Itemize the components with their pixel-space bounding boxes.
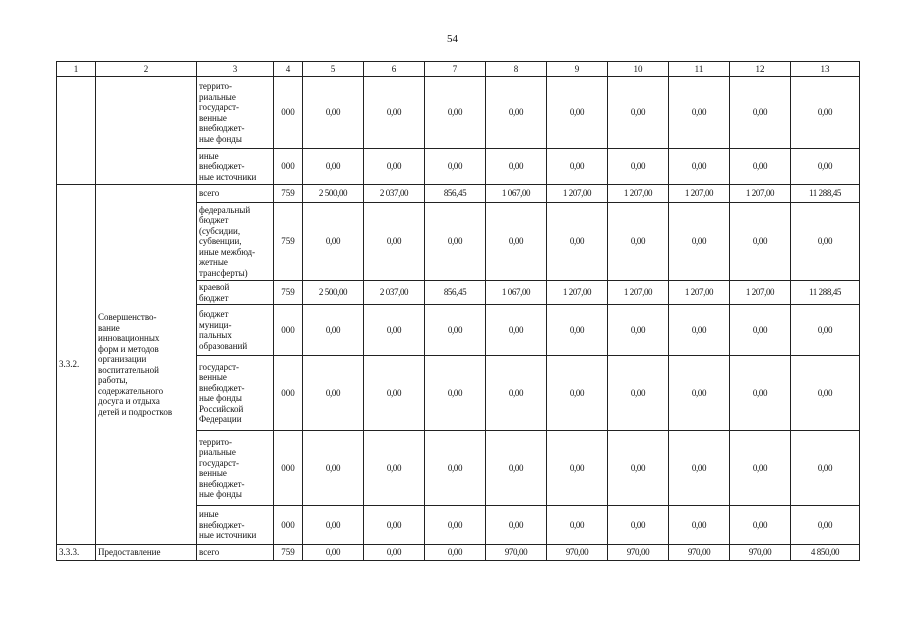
- amount-cell: 1 207,00: [730, 185, 791, 203]
- amount-cell: 0,00: [425, 431, 486, 506]
- column-header: 4: [274, 62, 303, 77]
- amount-cell: 4 850,00: [791, 545, 860, 561]
- budget-code: 000: [274, 356, 303, 431]
- amount-cell: 0,00: [547, 356, 608, 431]
- amount-cell: 0,00: [730, 77, 791, 149]
- amount-cell: 0,00: [303, 545, 364, 561]
- amount-cell: 0,00: [730, 506, 791, 545]
- amount-cell: 0,00: [791, 203, 860, 281]
- column-header: 6: [364, 62, 425, 77]
- item-number: 3.3.3.: [57, 545, 96, 561]
- amount-cell: 0,00: [425, 77, 486, 149]
- amount-cell: 0,00: [425, 203, 486, 281]
- amount-cell: 0,00: [364, 305, 425, 356]
- amount-cell: 2 500,00: [303, 185, 364, 203]
- funding-source: иные внебюджет- ные источники: [197, 506, 274, 545]
- column-header: 8: [486, 62, 547, 77]
- amount-cell: 0,00: [425, 356, 486, 431]
- amount-cell: 0,00: [486, 356, 547, 431]
- amount-cell: 0,00: [608, 203, 669, 281]
- amount-cell: 856,45: [425, 281, 486, 305]
- amount-cell: 0,00: [791, 356, 860, 431]
- column-header: 9: [547, 62, 608, 77]
- amount-cell: 0,00: [364, 149, 425, 185]
- amount-cell: 0,00: [303, 431, 364, 506]
- funding-source: всего: [197, 545, 274, 561]
- amount-cell: 0,00: [486, 149, 547, 185]
- amount-cell: 11 288,45: [791, 281, 860, 305]
- amount-cell: 0,00: [791, 305, 860, 356]
- column-header: 1: [57, 62, 96, 77]
- continued-name-cell: [96, 77, 197, 185]
- amount-cell: 0,00: [730, 149, 791, 185]
- budget-code: 759: [274, 545, 303, 561]
- amount-cell: 0,00: [364, 506, 425, 545]
- column-header: 10: [608, 62, 669, 77]
- amount-cell: 0,00: [364, 77, 425, 149]
- amount-cell: 970,00: [547, 545, 608, 561]
- amount-cell: 0,00: [303, 149, 364, 185]
- amount-cell: 0,00: [669, 305, 730, 356]
- budget-code: 000: [274, 431, 303, 506]
- amount-cell: 2 037,00: [364, 281, 425, 305]
- amount-cell: 1 207,00: [547, 185, 608, 203]
- continued-id-cell: [57, 77, 96, 185]
- amount-cell: 0,00: [791, 77, 860, 149]
- amount-cell: 0,00: [791, 506, 860, 545]
- amount-cell: 0,00: [547, 149, 608, 185]
- amount-cell: 0,00: [303, 356, 364, 431]
- item-number: 3.3.2.: [57, 185, 96, 545]
- table-row: [57, 545, 860, 561]
- amount-cell: 1 207,00: [547, 281, 608, 305]
- amount-cell: 1 207,00: [608, 281, 669, 305]
- amount-cell: 0,00: [425, 506, 486, 545]
- amount-cell: 0,00: [730, 356, 791, 431]
- column-header: 2: [96, 62, 197, 77]
- budget-code: 000: [274, 506, 303, 545]
- funding-source: государст- венные внебюджет- ные фонды Российской Федерации: [197, 356, 274, 431]
- amount-cell: 1 207,00: [608, 185, 669, 203]
- amount-cell: 0,00: [486, 77, 547, 149]
- amount-cell: 2 500,00: [303, 281, 364, 305]
- budget-table: [56, 61, 860, 561]
- amount-cell: 0,00: [791, 431, 860, 506]
- amount-cell: 0,00: [364, 203, 425, 281]
- budget-code: 000: [274, 305, 303, 356]
- amount-cell: 0,00: [608, 431, 669, 506]
- page-number: 54: [447, 33, 458, 45]
- amount-cell: 856,45: [425, 185, 486, 203]
- amount-cell: 0,00: [608, 506, 669, 545]
- amount-cell: 0,00: [303, 305, 364, 356]
- amount-cell: 0,00: [547, 431, 608, 506]
- column-header: 11: [669, 62, 730, 77]
- budget-code: 759: [274, 185, 303, 203]
- amount-cell: 0,00: [608, 305, 669, 356]
- budget-code: 000: [274, 77, 303, 149]
- amount-cell: 0,00: [608, 77, 669, 149]
- amount-cell: 0,00: [425, 149, 486, 185]
- amount-cell: 0,00: [486, 431, 547, 506]
- amount-cell: 0,00: [303, 203, 364, 281]
- amount-cell: 0,00: [669, 506, 730, 545]
- funding-source: бюджет муници- пальных образований: [197, 305, 274, 356]
- amount-cell: 0,00: [425, 545, 486, 561]
- amount-cell: 0,00: [730, 431, 791, 506]
- column-number-row: [57, 62, 860, 77]
- funding-source: террито- риальные государст- венные внебюджет- ные фонды: [197, 77, 274, 149]
- column-header: 5: [303, 62, 364, 77]
- amount-cell: 970,00: [730, 545, 791, 561]
- amount-cell: 0,00: [608, 149, 669, 185]
- amount-cell: 0,00: [547, 203, 608, 281]
- amount-cell: 0,00: [364, 431, 425, 506]
- amount-cell: 2 037,00: [364, 185, 425, 203]
- amount-cell: 0,00: [425, 305, 486, 356]
- amount-cell: 0,00: [303, 77, 364, 149]
- amount-cell: 0,00: [669, 149, 730, 185]
- amount-cell: 970,00: [608, 545, 669, 561]
- amount-cell: 0,00: [669, 356, 730, 431]
- amount-cell: 1 207,00: [669, 185, 730, 203]
- amount-cell: 0,00: [547, 305, 608, 356]
- amount-cell: 1 067,00: [486, 185, 547, 203]
- funding-source: краевой бюджет: [197, 281, 274, 305]
- amount-cell: 0,00: [486, 305, 547, 356]
- item-name: Совершенство- вание инновационных форм и методов организации воспитательной работы, содержательного досуга и отдыха детей и подростков: [96, 185, 197, 545]
- column-header: 13: [791, 62, 860, 77]
- funding-source: федеральный бюджет (субсидии, субвенции, иные межбюд- жетные трансферты): [197, 203, 274, 281]
- amount-cell: 0,00: [486, 203, 547, 281]
- amount-cell: 0,00: [669, 203, 730, 281]
- amount-cell: 0,00: [669, 77, 730, 149]
- funding-source: террито- риальные государст- венные внебюджет- ные фонды: [197, 431, 274, 506]
- column-header: 12: [730, 62, 791, 77]
- column-header: 7: [425, 62, 486, 77]
- amount-cell: 1 207,00: [669, 281, 730, 305]
- amount-cell: 1 207,00: [730, 281, 791, 305]
- amount-cell: 970,00: [486, 545, 547, 561]
- amount-cell: 11 288,45: [791, 185, 860, 203]
- amount-cell: 0,00: [364, 545, 425, 561]
- amount-cell: 0,00: [364, 356, 425, 431]
- amount-cell: 0,00: [303, 506, 364, 545]
- budget-code: 759: [274, 281, 303, 305]
- column-header: 3: [197, 62, 274, 77]
- amount-cell: 0,00: [791, 149, 860, 185]
- item-name: Предоставление: [96, 545, 197, 561]
- funding-source: иные внебюджет- ные источники: [197, 149, 274, 185]
- amount-cell: 0,00: [730, 305, 791, 356]
- budget-code: 000: [274, 149, 303, 185]
- funding-source: всего: [197, 185, 274, 203]
- amount-cell: 970,00: [669, 545, 730, 561]
- table-row: [57, 77, 860, 149]
- amount-cell: 0,00: [669, 431, 730, 506]
- budget-code: 759: [274, 203, 303, 281]
- amount-cell: 0,00: [486, 506, 547, 545]
- amount-cell: 1 067,00: [486, 281, 547, 305]
- amount-cell: 0,00: [547, 77, 608, 149]
- amount-cell: 0,00: [730, 203, 791, 281]
- amount-cell: 0,00: [608, 356, 669, 431]
- table-row: [57, 185, 860, 203]
- amount-cell: 0,00: [547, 506, 608, 545]
